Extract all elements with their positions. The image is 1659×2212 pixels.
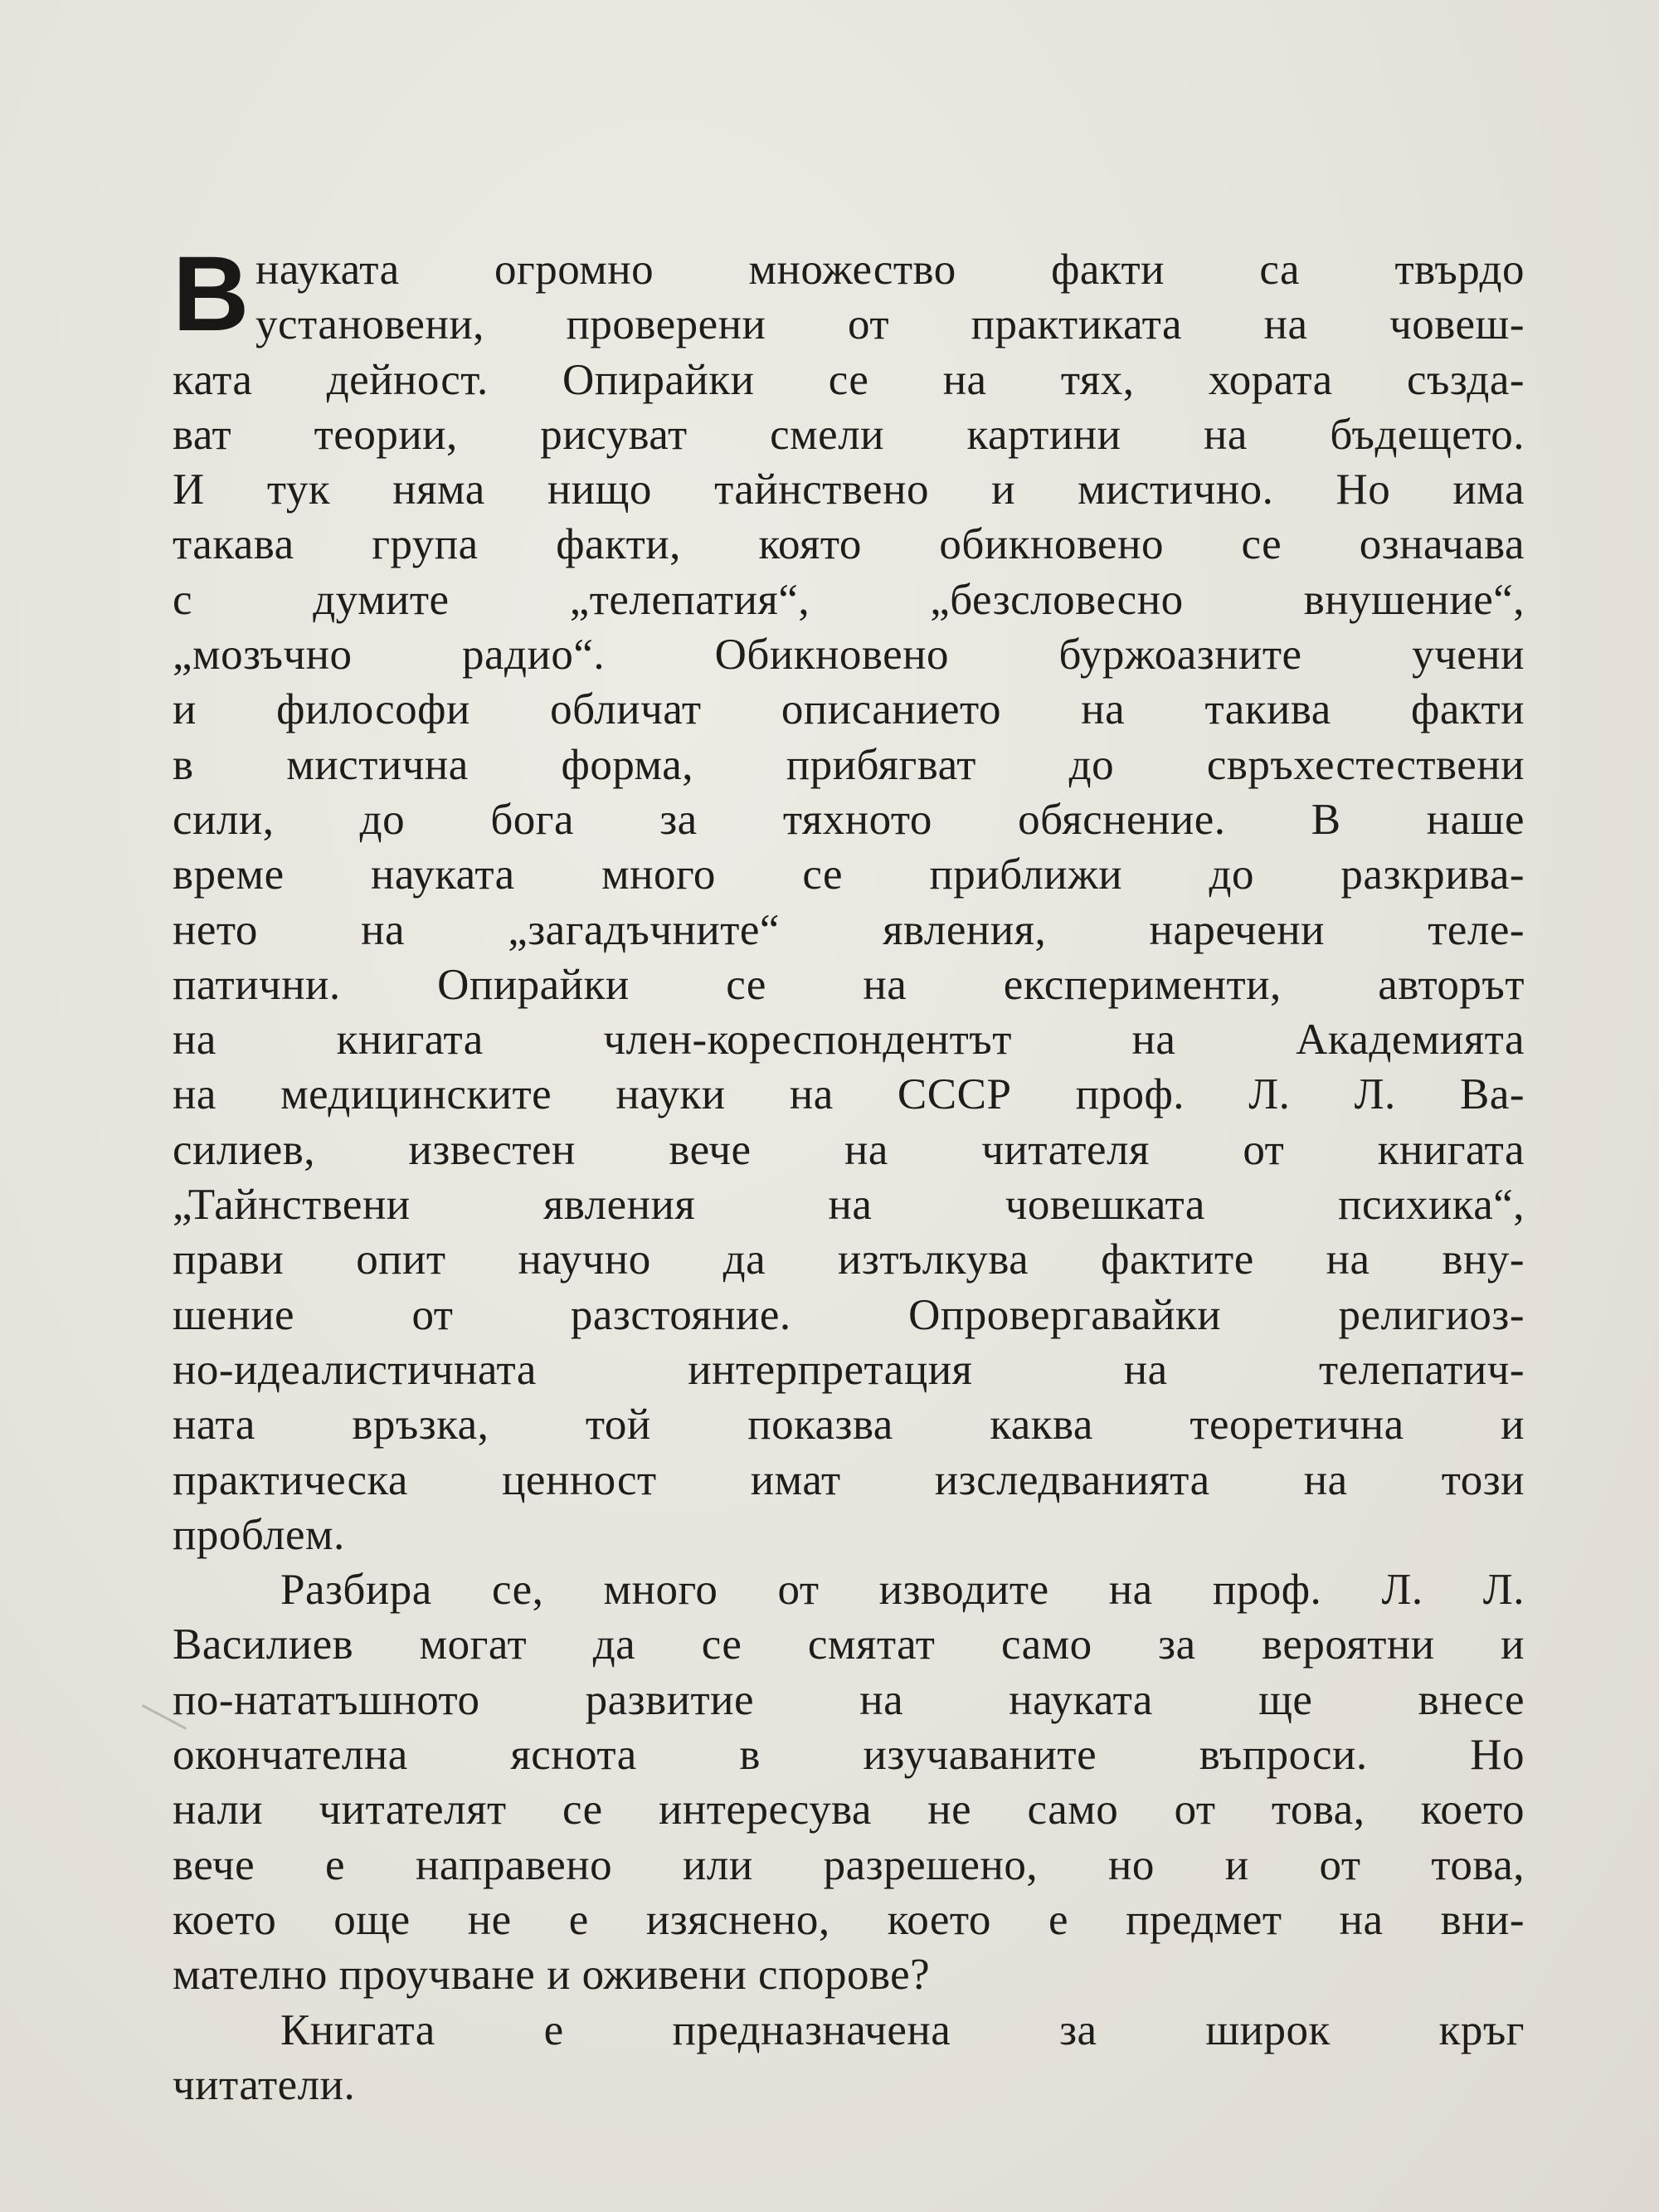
text-line: ват теории, рисуват смели картини на бъдещето. [173, 410, 1525, 459]
text-line: време науката много се приближи до разкрива- [173, 850, 1525, 899]
text-line: Василиев могат да се смятат само за вероятни и [173, 1620, 1525, 1669]
text-line: шение от разстояние. Опровергавайки религиоз- [173, 1290, 1525, 1339]
text-line: нето на „загадъчните“ явления, наречени теле- [173, 905, 1525, 954]
text-line: което още не е изяснено, което е предмет на вни- [173, 1895, 1525, 1944]
text-line: по-нататъшното развитие на науката ще внесе [173, 1675, 1525, 1724]
text-line: и философи обличат описанието на такива факти [173, 685, 1525, 734]
text-line: И тук няма нищо тайнствено и мистично. Но има [173, 465, 1525, 514]
text-line: в мистична форма, прибягват до свръхестествени [173, 740, 1525, 789]
paragraph-audience [173, 2003, 1525, 2113]
text-line: прави опит научно да изтълкува фактите на вну- [173, 1235, 1525, 1284]
text-line: на медицинските науки на СССР проф. Л. Л. Ва- [173, 1070, 1525, 1119]
text-block [173, 235, 1525, 2112]
text-line: ната връзка, той показва каква теоретична и [173, 1401, 1525, 1449]
text-line: проблем. [173, 1510, 345, 1559]
text-line: силиев, известен вече на читателя от книгата [173, 1125, 1525, 1174]
text-line: „мозъчно радио“. Обикновено буржоазните учени [173, 631, 1525, 680]
text-line: окончателна яснота в изучаваните въпроси. Но [173, 1731, 1525, 1780]
text-line: на книгата член-кореспондентът на Академията [173, 1016, 1525, 1065]
paragraph-caveat [173, 1562, 1525, 2002]
text-line: практическа ценност имат изследванията на този [173, 1455, 1525, 1504]
text-line: Книгата е предназначена за широк кръг [280, 2005, 1525, 2054]
text-line: „Тайнствени явления на човешката психика“, [173, 1181, 1525, 1230]
drop-cap: В [173, 235, 250, 353]
text-line: науката огромно множество факти са твърдо [255, 246, 1525, 294]
text-line: вече е направено или разрешено, но и от това, [173, 1840, 1525, 1889]
text-line: ката дейност. Опирайки се на тях, хората създа- [173, 355, 1525, 404]
text-line: сили, до бога за тяхното обяснение. В наше [173, 795, 1525, 844]
text-line: мателно проучване и оживени спорове? [173, 1951, 931, 2000]
text-line: читатели. [173, 2060, 356, 2109]
text-line: установени, проверени от практиката на човеш- [255, 300, 1525, 349]
paragraph-intro [173, 235, 1525, 1562]
text-line: такава група факти, която обикновено се означава [173, 520, 1525, 569]
text-line: с думите „телепатия“, „безсловесно внушение“, [173, 575, 1525, 624]
text-line: но-идеалистичната интерпретация на телепатич- [173, 1345, 1525, 1394]
text-line: нали читателят се интересува не само от това, което [173, 1786, 1525, 1834]
text-line: патични. Опирайки се на експерименти, авторът [173, 960, 1525, 1009]
text-line: Разбира се, много от изводите на проф. Л. Л. [280, 1566, 1525, 1615]
